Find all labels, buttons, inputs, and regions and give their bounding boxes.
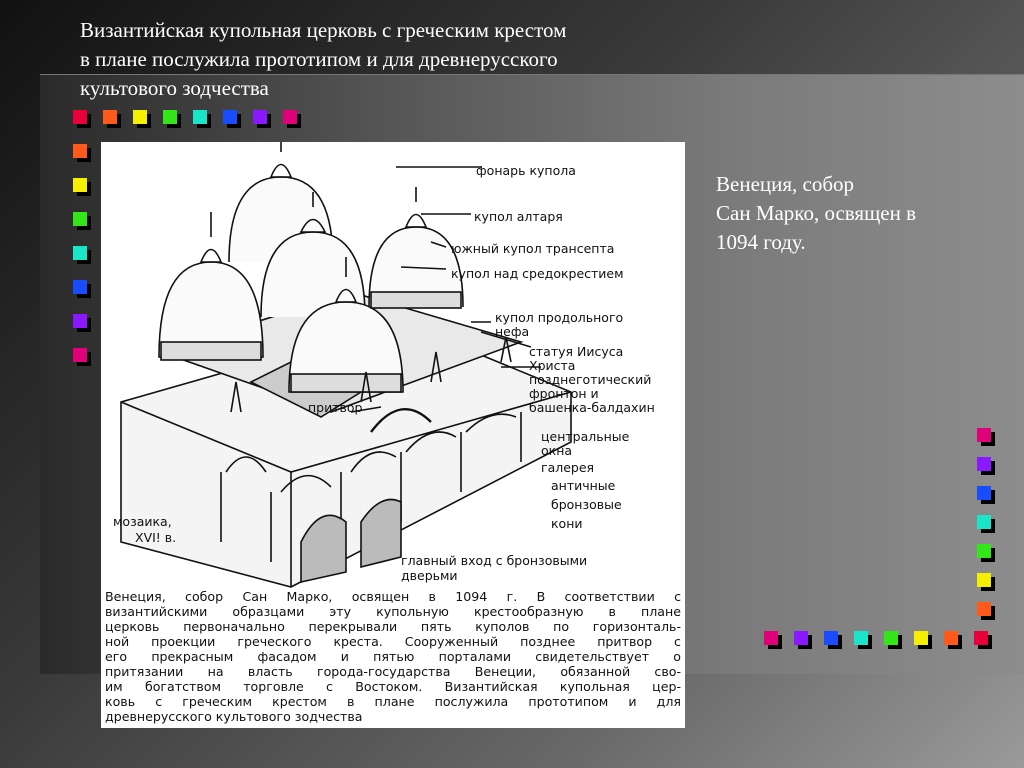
decorative-square xyxy=(73,144,87,158)
label-gothic: башенка-балдахин xyxy=(529,400,655,415)
label-horses: античные xyxy=(551,478,616,493)
label-mosaic: мозаика, xyxy=(113,514,172,529)
label-gallery: галерея xyxy=(541,460,595,475)
label-statue: статуя Иисуса xyxy=(529,344,624,359)
san-marco-illustration xyxy=(101,142,685,728)
description-line: ной проекции греческого креста. Сооруженный позднее притвор с xyxy=(105,634,681,649)
decorative-square xyxy=(73,212,87,226)
caption-line: Венеция, собор xyxy=(716,172,855,196)
cathedral-drawing xyxy=(101,142,685,588)
decorative-square xyxy=(764,631,778,645)
label-windows: центральные xyxy=(541,429,630,444)
label-horses: бронзовые xyxy=(551,497,622,512)
description-line: ковь с греческим крестом в плане послужила прототипом и для xyxy=(105,694,681,709)
label-horses: кони xyxy=(551,516,583,531)
decorative-square xyxy=(73,110,87,124)
title-line: культового зодчества xyxy=(80,76,269,100)
decorative-square xyxy=(223,110,237,124)
decorative-square xyxy=(73,314,87,328)
decorative-square xyxy=(944,631,958,645)
label-entrance: главный вход с бронзовыми xyxy=(401,553,588,568)
decorative-square xyxy=(977,515,991,529)
label-narthex: притвор xyxy=(308,400,363,415)
label-mosaic: XVI! в. xyxy=(135,530,177,545)
description-line: им богатством торговле с Востоком. Византийская купольная цер- xyxy=(105,679,681,694)
decorative-square xyxy=(977,428,991,442)
decorative-square xyxy=(193,110,207,124)
description-line: Венеция, собор Сан Марко, освящен в 1094 г. В соответствии с xyxy=(105,589,681,604)
label-nave-dome: нефа xyxy=(495,324,530,339)
label-windows: окна xyxy=(541,443,573,458)
decorative-square xyxy=(824,631,838,645)
title-line: Византийская купольная церковь с греческим крестом xyxy=(80,18,567,42)
decorative-square xyxy=(974,631,988,645)
caption-line: Сан Марко, освящен в xyxy=(716,201,916,225)
decorative-square xyxy=(73,178,87,192)
decorative-square xyxy=(73,280,87,294)
title-line: в плане послужила прототипом и для древнерусского xyxy=(80,47,558,71)
label-south-dome: южный купол трансепта xyxy=(451,241,615,256)
description-line: древнерусского культового зодчества xyxy=(105,709,363,724)
slide-caption xyxy=(716,170,986,257)
decorative-square xyxy=(794,631,808,645)
decorative-square xyxy=(73,246,87,260)
decorative-square xyxy=(977,457,991,471)
description-line: притязании на власть города-государства Венеции, обязанной сво- xyxy=(105,664,681,679)
decorative-square xyxy=(914,631,928,645)
label-entrance: дверьми xyxy=(401,568,458,583)
decorative-square xyxy=(163,110,177,124)
decorative-square xyxy=(977,486,991,500)
decorative-square xyxy=(133,110,147,124)
description-line: византийскими образцами эту купольную крестообразную в плане xyxy=(105,604,681,619)
label-gothic: позднеготический xyxy=(529,372,652,387)
label-lantern: фонарь купола xyxy=(476,163,576,178)
decorative-square xyxy=(977,544,991,558)
slide-title xyxy=(80,16,700,103)
decorative-square xyxy=(854,631,868,645)
figure-description xyxy=(105,589,681,724)
label-nave-dome: купол продольного xyxy=(495,310,624,325)
decorative-square xyxy=(977,602,991,616)
decorative-square xyxy=(73,348,87,362)
decorative-square xyxy=(884,631,898,645)
label-crossing-dome: купол над средокрестием xyxy=(451,266,624,281)
description-line: его прекрасным фасадом и пятью порталами свидетельствует о xyxy=(105,649,681,664)
label-statue: Христа xyxy=(529,358,576,373)
description-line: церковь первоначально перекрывали пять куполов по горизонталь- xyxy=(105,619,681,634)
label-altar-dome: купол алтаря xyxy=(474,209,563,224)
caption-line: 1094 году. xyxy=(716,230,806,254)
decorative-square xyxy=(977,573,991,587)
decorative-square xyxy=(283,110,297,124)
decorative-square xyxy=(253,110,267,124)
decorative-square xyxy=(103,110,117,124)
label-gothic: фронтон и xyxy=(529,386,599,401)
